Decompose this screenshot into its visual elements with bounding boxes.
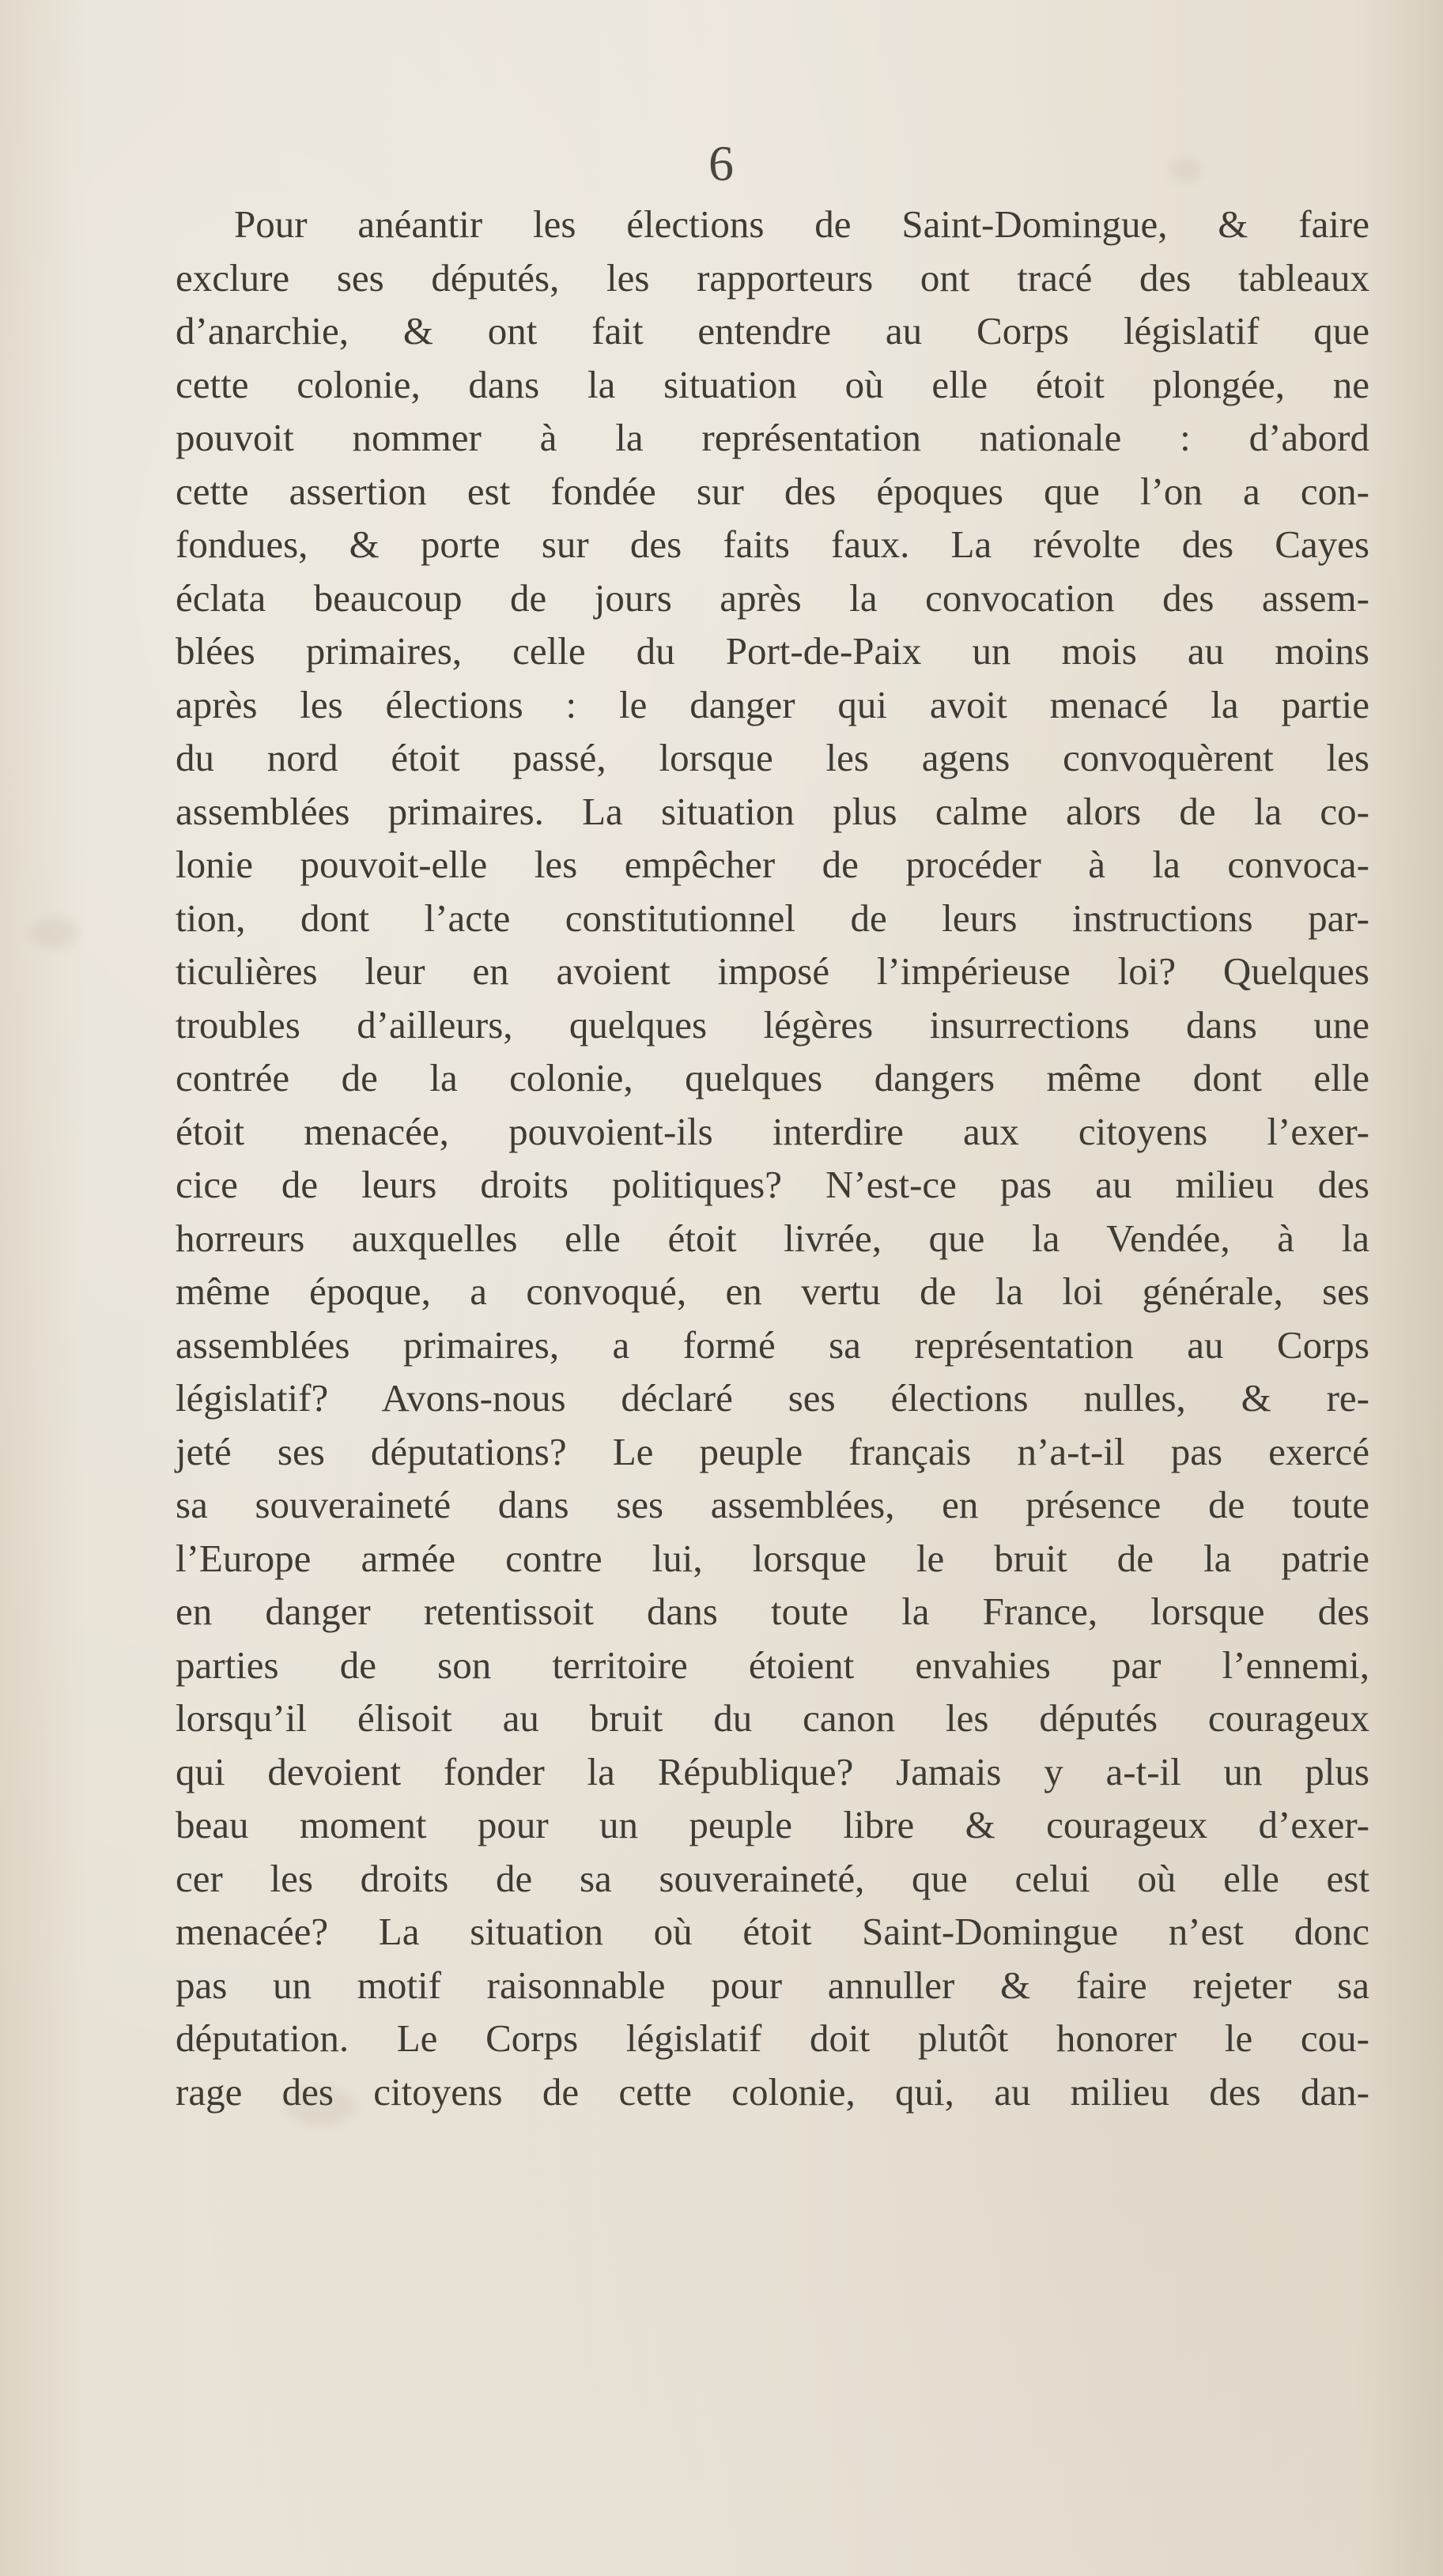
- text-line: lorsqu’il élisoit au bruit du canon les députés courageux: [176, 1696, 1369, 1740]
- text-line: blées primaires, celle du Port-de-Paix un mois au moins: [176, 629, 1369, 673]
- text-line: assemblées primaires, a formé sa représentation au Corps: [176, 1322, 1369, 1367]
- text-line: parties de son territoire étoient envahies par l’ennemi,: [176, 1643, 1369, 1687]
- text-line: exclure ses députés, les rapporteurs ont tracé des tableaux: [176, 255, 1369, 300]
- text-line: cette colonie, dans la situation où elle étoit plongée, ne: [176, 362, 1369, 406]
- text-line: lonie pouvoit-elle les empêcher de procéder à la convoca-: [176, 843, 1369, 886]
- text-line: législatif? Avons-nous déclaré ses élections nulles, & re-: [176, 1376, 1369, 1420]
- text-line: fondues, & porte sur des faits faux. La révolte des Cayes: [176, 522, 1369, 566]
- text-line: Pour anéantir les élections de Saint-Domingue, & faire: [234, 202, 1369, 246]
- text-line: étoit menacée, pouvoient-ils interdire aux citoyens l’exer-: [176, 1109, 1369, 1153]
- text-line: même époque, a convoqué, en vertu de la loi générale, ses: [176, 1269, 1369, 1313]
- text-line: du nord étoit passé, lorsque les agens convoquèrent les: [176, 736, 1369, 779]
- page-number: 6: [708, 135, 735, 191]
- text-line: éclata beaucoup de jours après la convocation des assem-: [176, 575, 1369, 620]
- text-line: rage des citoyens de cette colonie, qui, au milieu des dan-: [176, 2069, 1369, 2114]
- text-line: après les élections : le danger qui avoit menacé la partie: [176, 682, 1369, 726]
- text-line: d’anarchie, & ont fait entendre au Corps législatif que: [176, 309, 1369, 353]
- text-line: députation. Le Corps législatif doit plutôt honorer le cou-: [176, 2016, 1369, 2060]
- text-line: menacée? La situation où étoit Saint-Domingue n’est donc: [176, 1910, 1369, 1953]
- text-line: assemblées primaires. La situation plus calme alors de la co-: [176, 789, 1369, 833]
- text-line: qui devoient fonder la République? Jamais y a-t-il un plus: [176, 1749, 1369, 1793]
- text-line: sa souveraineté dans ses assemblées, en présence de toute: [176, 1483, 1369, 1526]
- text-line: jeté ses députations? Le peuple français n’a-t-il pas exercé: [176, 1429, 1369, 1473]
- text-line: cice de leurs droits politiques? N’est-ce pas au milieu des: [176, 1163, 1369, 1206]
- text-line: ticulières leur en avoient imposé l’impérieuse loi? Quelques: [176, 949, 1369, 993]
- text-line: horreurs auxquelles elle étoit livrée, que la Vendée, à la: [176, 1216, 1369, 1260]
- body-text: [176, 198, 1369, 2118]
- paper-stain: [32, 917, 79, 949]
- text-line: cer les droits de sa souveraineté, que celui où elle est: [176, 1856, 1369, 1900]
- text-line: pouvoit nommer à la représentation nationale : d’abord: [176, 416, 1369, 459]
- text-line: tion, dont l’acte constitutionnel de leurs instructions par-: [176, 896, 1369, 940]
- text-line: pas un motif raisonnable pour annuller & faire rejeter sa: [176, 1963, 1369, 2007]
- text-line: cette assertion est fondée sur des époques que l’on a con-: [176, 469, 1369, 513]
- text-line: en danger retentissoit dans toute la France, lorsque des: [176, 1590, 1369, 1633]
- text-line: troubles d’ailleurs, quelques légères insurrections dans une: [176, 1002, 1369, 1047]
- text-line: l’Europe armée contre lui, lorsque le bruit de la patrie: [176, 1536, 1369, 1580]
- text-line: contrée de la colonie, quelques dangers même dont elle: [176, 1056, 1369, 1099]
- text-line: beau moment pour un peuple libre & courageux d’exer-: [176, 1803, 1369, 1846]
